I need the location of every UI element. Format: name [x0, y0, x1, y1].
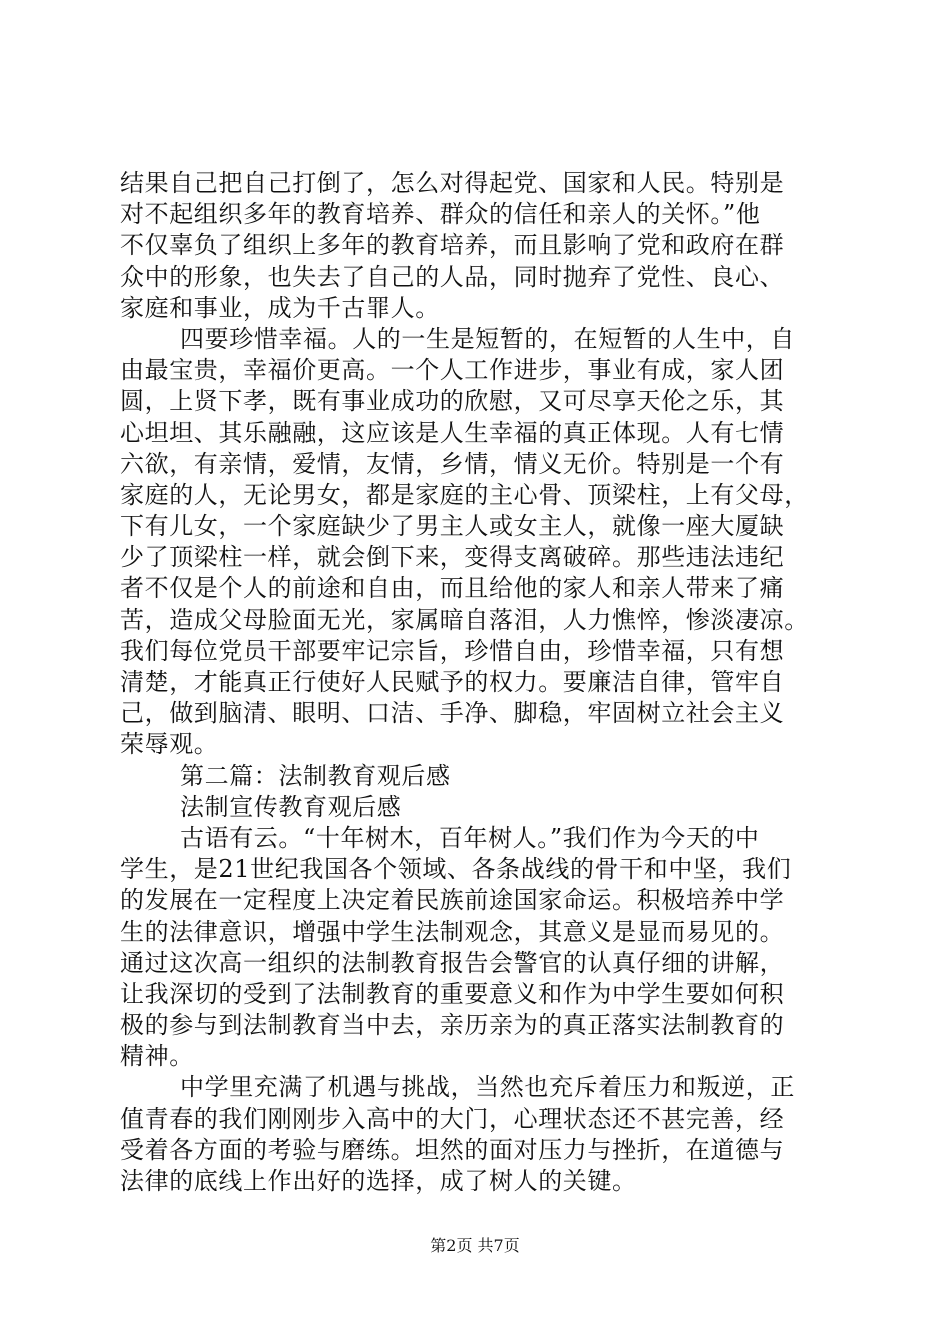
text-line: 学生，是21世纪我国各个领域、各条战线的骨干和中坚，我们	[120, 855, 792, 884]
text-line: 古语有云。“十年树木，百年树人。”我们作为今天的中	[180, 823, 760, 852]
text-line: 让我深切的受到了法制教育的重要意义和作为中学生要如何积	[120, 979, 785, 1008]
article-title: 法制宣传教育观后感	[180, 792, 402, 821]
text-line: 圆，上贤下孝，既有事业成功的欣慰，又可尽享天伦之乐，其	[120, 387, 785, 416]
text-line: 心坦坦、其乐融融，这应该是人生幸福的真正体现。人有七情	[120, 418, 785, 447]
text-line: 我们每位党员干部要牢记宗旨，珍惜自由，珍惜幸福，只有想	[120, 636, 785, 665]
text-line: 荣辱观。	[120, 730, 219, 759]
text-line: 极的参与到法制教育当中去，亲历亲为的真正落实法制教育的	[120, 1011, 785, 1040]
text-line: 精神。	[120, 1042, 194, 1071]
text-line: 家庭的人，无论男女，都是家庭的主心骨、顶梁柱，上有父母，	[120, 480, 809, 509]
text-line: 的发展在一定程度上决定着民族前途国家命运。积极培养中学	[120, 886, 785, 915]
text-line: 结果自己把自己打倒了，怎么对得起党、国家和人民。特别是	[120, 169, 785, 197]
document-body	[120, 168, 840, 1197]
text-line: 清楚，才能真正行使好人民赋予的权力。要廉洁自律，管牢自	[120, 668, 785, 696]
text-line: 对不起组织多年的教育培养、群众的信任和亲人的关怀。”他	[120, 200, 761, 229]
text-line: 法律的底线上作出好的选择，成了树人的关键。	[120, 1167, 637, 1195]
text-line: 众中的形象，也失去了自己的人品，同时抛弃了党性、良心、	[120, 262, 785, 291]
text-line: 者不仅是个人的前途和自由，而且给他的家人和亲人带来了痛	[120, 574, 785, 603]
text-line: 中学里充满了机遇与挑战，当然也充斥着压力和叛逆，正	[180, 1073, 795, 1102]
text-line: 六欲，有亲情，爱情，友情，乡情，情义无价。特别是一个有	[120, 449, 785, 478]
section-heading: 第二篇：法制教育观后感	[180, 761, 451, 790]
text-line: 少了顶梁柱一样，就会倒下来，变得支离破碎。那些违法违纪	[120, 543, 785, 572]
text-line: 由最宝贵，幸福价更高。一个人工作进步，事业有成，家人团	[120, 356, 785, 385]
text-line: 己，做到脑清、眼明、口洁、手净、脚稳，牢固树立社会主义	[120, 699, 785, 728]
text-line: 值青春的我们刚刚步入高中的大门，心理状态还不甚完善，经	[120, 1104, 785, 1133]
text-line: 不仅辜负了组织上多年的教育培养，而且影响了党和政府在群	[120, 231, 785, 260]
text-line: 通过这次高一组织的法制教育报告会警官的认真仔细的讲解，	[120, 948, 785, 977]
text-line: 家庭和事业，成为千古罪人。	[120, 293, 440, 322]
text-line: 苦，造成父母脸面无光，家属暗自落泪，人力憔悴，惨淡凄凉。	[120, 605, 809, 634]
text-line: 生的法律意识，增强中学生法制观念，其意义是显而易见的。	[120, 917, 785, 946]
text-line: 受着各方面的考验与磨练。坦然的面对压力与挫折，在道德与	[120, 1135, 785, 1164]
page-number-footer: 第2页 共7页	[430, 1236, 520, 1255]
text-line: 下有儿女，一个家庭缺少了男主人或女主人，就像一座大厦缺	[120, 512, 785, 541]
text-line: 四要珍惜幸福。人的一生是短暂的，在短暂的人生中，自	[180, 324, 795, 353]
